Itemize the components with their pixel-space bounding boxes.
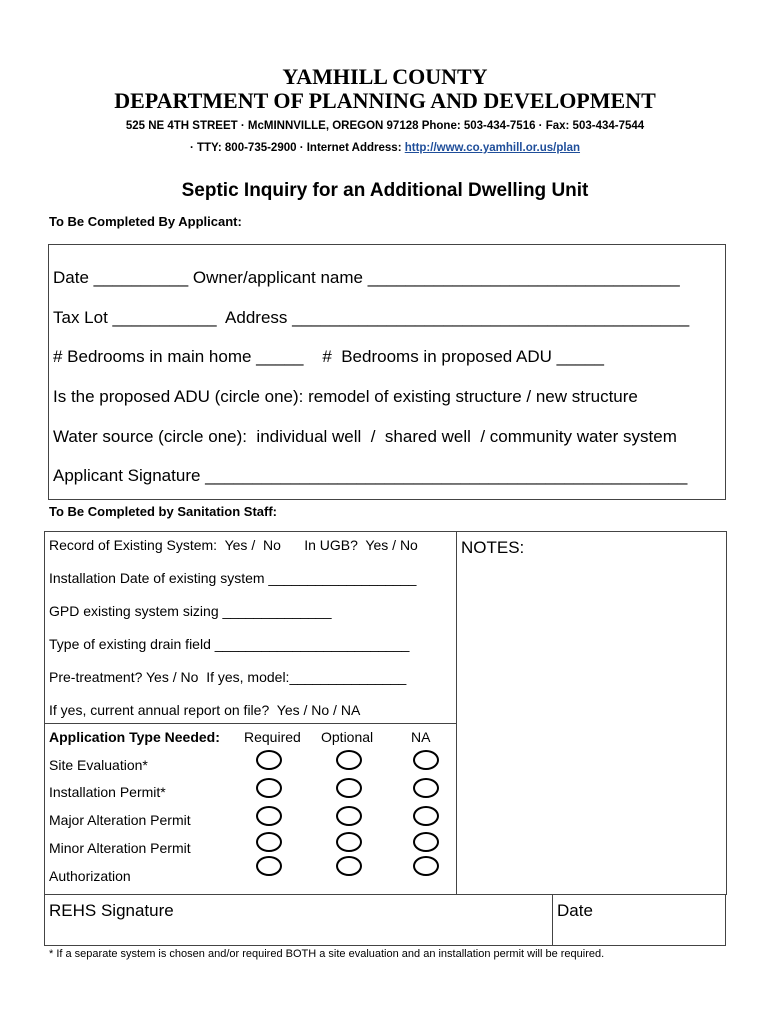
required-circle[interactable] — [256, 806, 282, 826]
tty-text: · TTY: 800-735-2900 · Internet Address: — [189, 142, 405, 154]
optional-circle[interactable] — [336, 806, 362, 826]
footnote: * If a separate system is chosen and/or required BOTH a site evaluation and an installation permit will be required. — [49, 948, 605, 960]
form-title: Septic Inquiry for an Additional Dwelling Unit — [181, 180, 589, 201]
rehs-signature-box[interactable] — [44, 894, 553, 946]
record-existing-system[interactable]: Record of Existing System: Yes / No In UGB? Yes / No — [49, 537, 418, 553]
row-minor-alteration: Minor Alteration Permit — [49, 840, 191, 856]
contact-line — [0, 142, 770, 154]
taxlot-address-field[interactable]: Tax Lot ___________ Address __________________________________________ — [53, 308, 690, 327]
col-required: Required — [244, 729, 301, 745]
na-circle[interactable] — [413, 778, 439, 798]
county-name: YAMHILL COUNTY — [282, 64, 488, 89]
row-site-evaluation: Site Evaluation* — [49, 757, 148, 773]
col-na: NA — [411, 729, 431, 745]
na-circle[interactable] — [413, 806, 439, 826]
row-major-alteration: Major Alteration Permit — [49, 812, 191, 828]
water-source-field[interactable]: Water source (circle one): individual well / shared well / community water system — [53, 427, 677, 446]
notes-box[interactable] — [456, 531, 727, 895]
na-circle[interactable] — [413, 832, 439, 852]
applicant-section-heading: To Be Completed By Applicant: — [49, 214, 242, 229]
date-label: Date — [557, 901, 593, 920]
optional-circle[interactable] — [336, 856, 362, 876]
date-owner-field[interactable]: Date __________ Owner/applicant name _________________________________ — [53, 268, 680, 287]
applicant-signature-field[interactable]: Applicant Signature ___________________________________________________ — [53, 466, 688, 485]
required-circle[interactable] — [256, 778, 282, 798]
notes-label: NOTES: — [461, 538, 525, 557]
required-circle[interactable] — [256, 856, 282, 876]
installation-date[interactable]: Installation Date of existing system ___________________ — [49, 570, 417, 586]
existing-system-box — [44, 531, 457, 724]
optional-circle[interactable] — [336, 778, 362, 798]
na-circle[interactable] — [413, 856, 439, 876]
col-optional: Optional — [321, 729, 374, 745]
row-authorization: Authorization — [49, 868, 131, 884]
application-type-box — [44, 723, 457, 895]
pretreatment[interactable]: Pre-treatment? Yes / No If yes, model:_______________ — [49, 669, 407, 685]
rehs-signature-label: REHS Signature — [49, 901, 174, 920]
adu-type-field[interactable]: Is the proposed ADU (circle one): remodel of existing structure / new structure — [53, 387, 638, 406]
required-circle[interactable] — [256, 832, 282, 852]
gpd-sizing[interactable]: GPD existing system sizing ______________ — [49, 603, 332, 619]
optional-circle[interactable] — [336, 750, 362, 770]
bedrooms-field[interactable]: # Bedrooms in main home _____ # Bedrooms in proposed ADU _____ — [53, 347, 604, 366]
required-circle[interactable] — [256, 750, 282, 770]
optional-circle[interactable] — [336, 832, 362, 852]
annual-report[interactable]: If yes, current annual report on file? Yes / No / NA — [49, 702, 361, 718]
date-box[interactable] — [552, 894, 726, 946]
address-line: 525 NE 4TH STREET · McMINNVILLE, OREGON 97128 Phone: 503-434-7516 · Fax: 503-434-7544 — [125, 120, 645, 132]
website-link[interactable]: http://www.co.yamhill.or.us/plan — [404, 142, 581, 154]
applicant-box — [48, 244, 726, 500]
na-circle[interactable] — [413, 750, 439, 770]
department-name: DEPARTMENT OF PLANNING AND DEVELOPMENT — [114, 88, 656, 113]
staff-section-heading: To Be Completed by Sanitation Staff: — [49, 504, 277, 519]
application-type-heading: Application Type Needed: — [49, 729, 220, 745]
row-installation-permit: Installation Permit* — [49, 784, 166, 800]
drain-field-type[interactable]: Type of existing drain field _________________________ — [49, 636, 410, 652]
